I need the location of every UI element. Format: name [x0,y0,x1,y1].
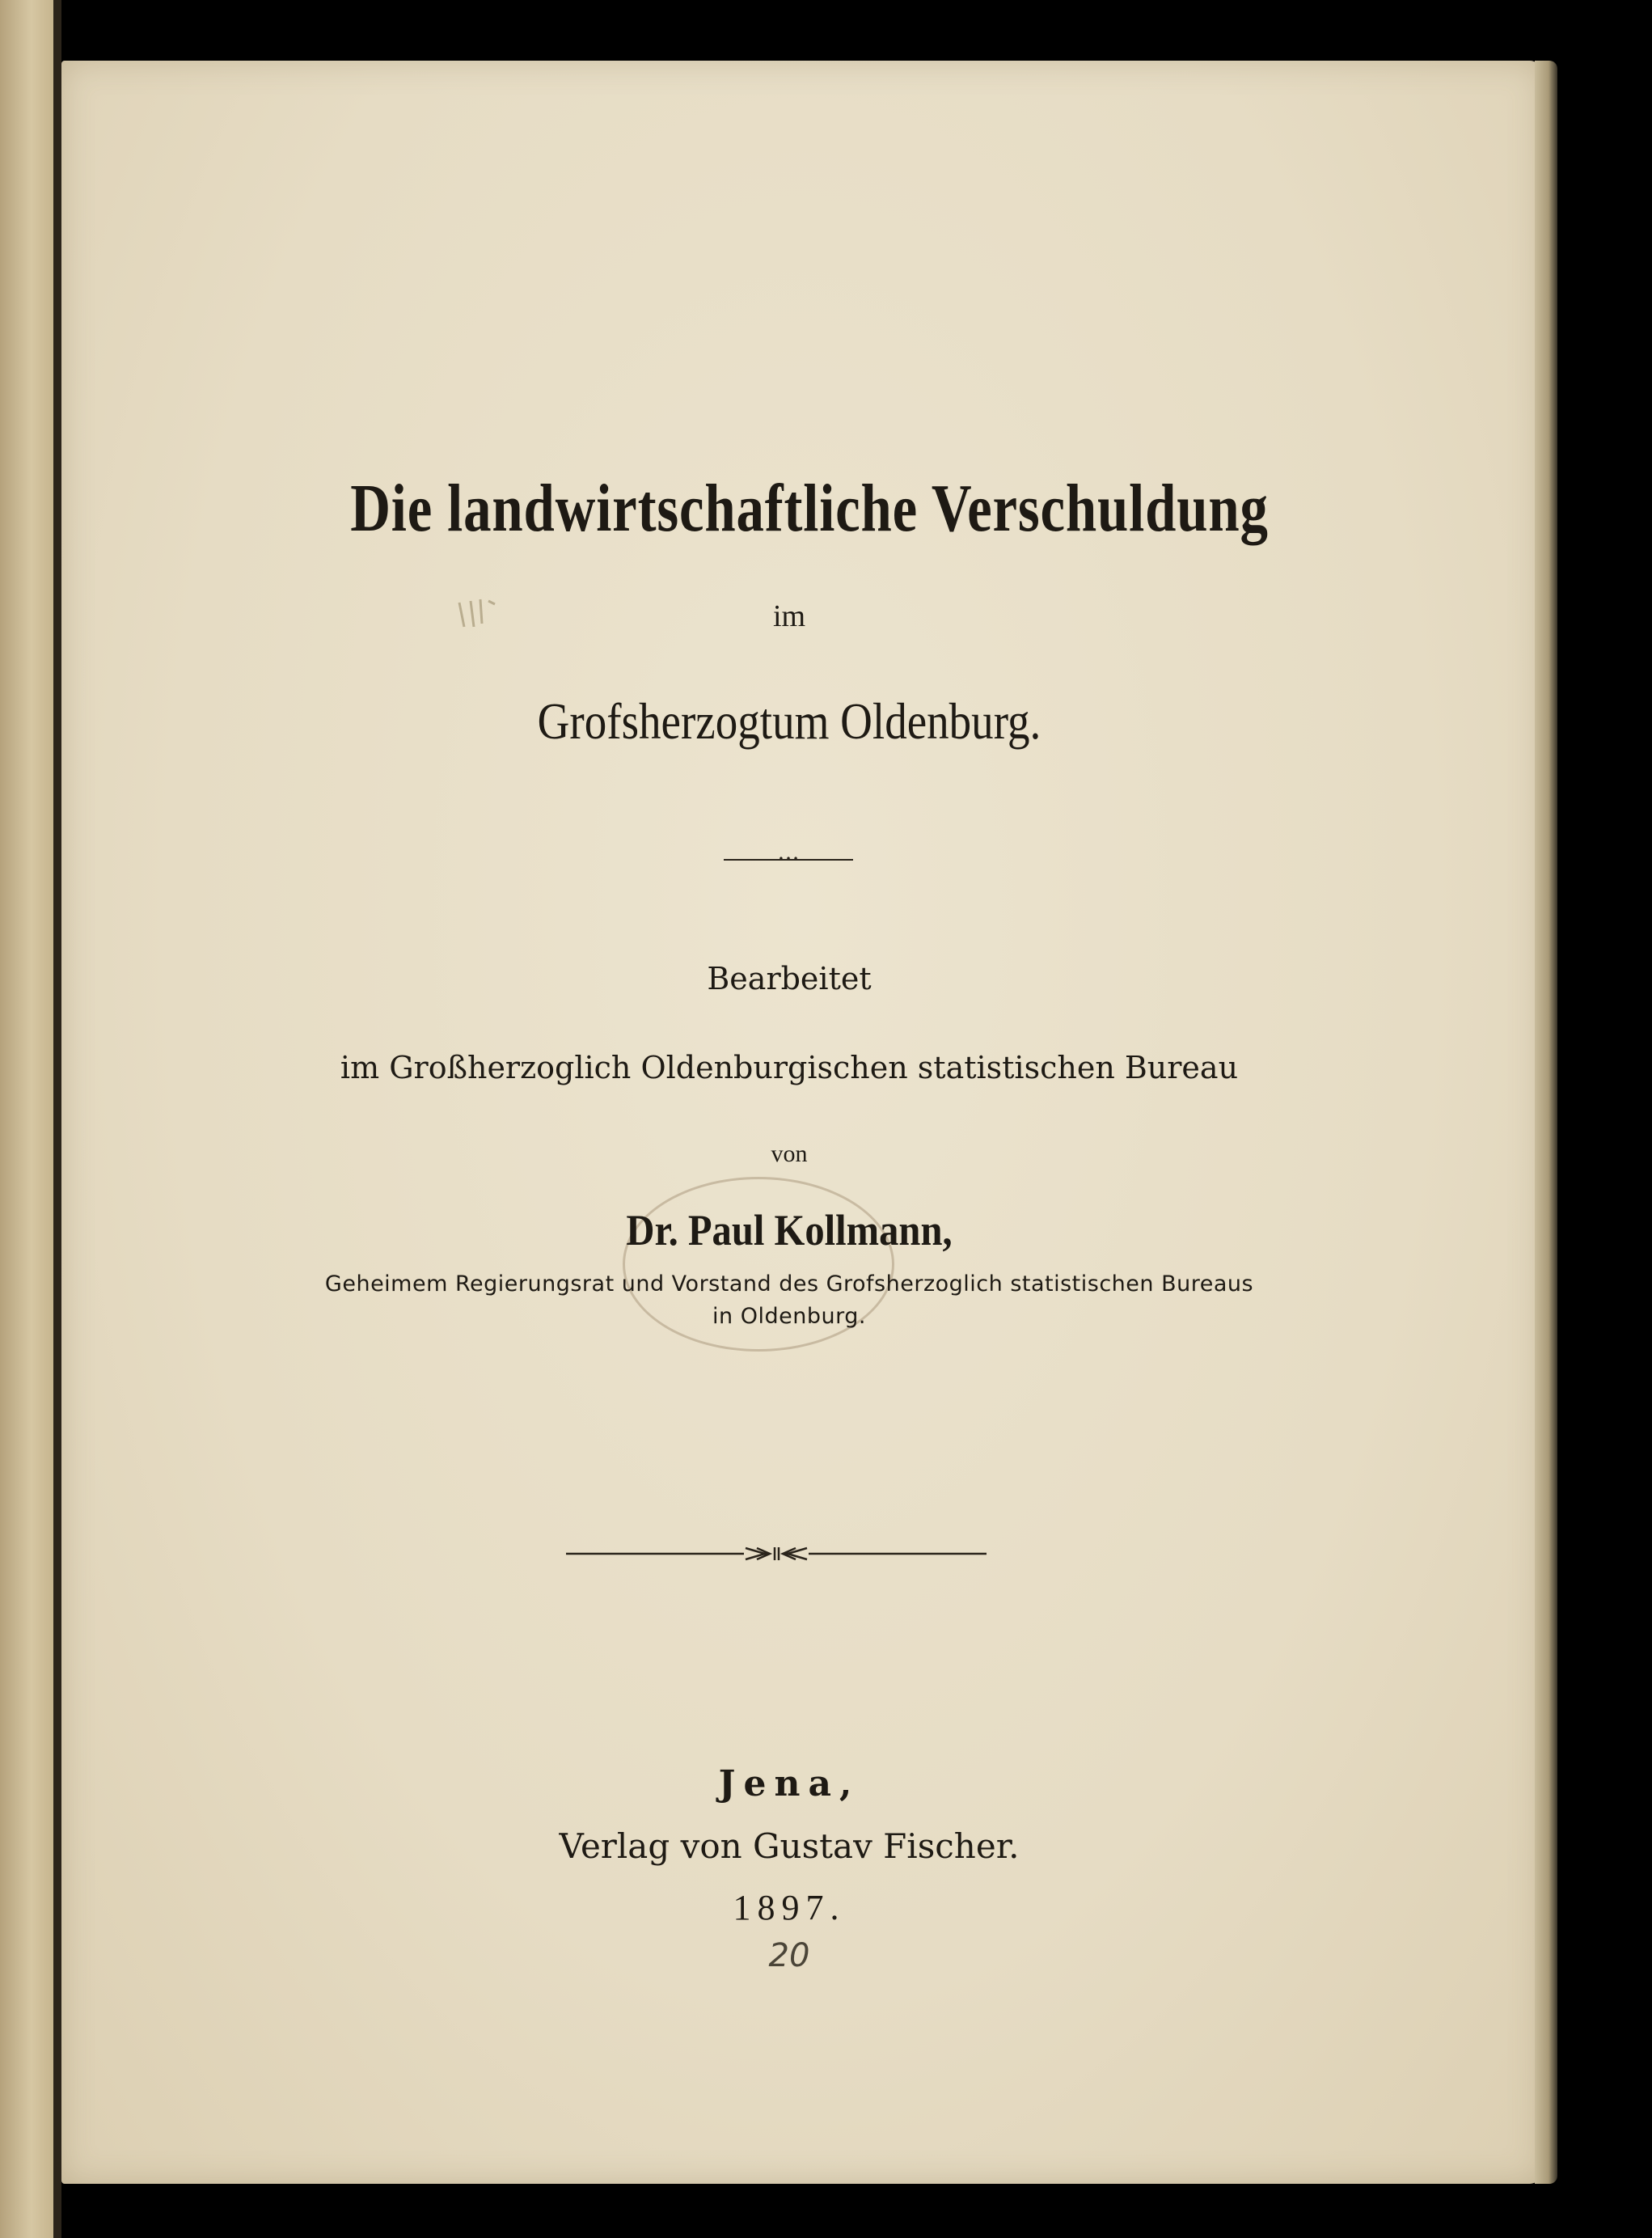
publication-city: Jena, [718,1763,860,1804]
divider-ornament-icon [566,1542,987,1566]
book-title: Die landwirtschaftliche Verschuldung [350,471,1269,546]
page-fore-edge [1535,61,1557,2184]
title-connector: im [772,599,806,633]
author-place: in Oldenburg. [712,1304,866,1329]
institution-line: im Großherzoglich Oldenburgischen statistischen Bureau [340,1050,1239,1085]
publisher-line: Verlag von Gustav Fischer. [559,1826,1020,1866]
author-name: Dr. Paul Kollmann, [626,1206,953,1254]
small-divider-ornament-icon: ••• [778,853,801,865]
book-spine [53,0,61,2238]
by-label: von [771,1140,808,1167]
author-position: Geheimem Regierungsrat und Vorstand des Grofsherzoglich statistischen Bureaus [324,1271,1254,1297]
prepared-label: Bearbeitet [707,961,872,996]
left-page-edge [0,0,57,2238]
publication-year: 1897. [733,1888,846,1927]
handwritten-number: 20 [768,1937,810,1974]
region-name: Grofsherzogtum Oldenburg. [537,692,1041,750]
